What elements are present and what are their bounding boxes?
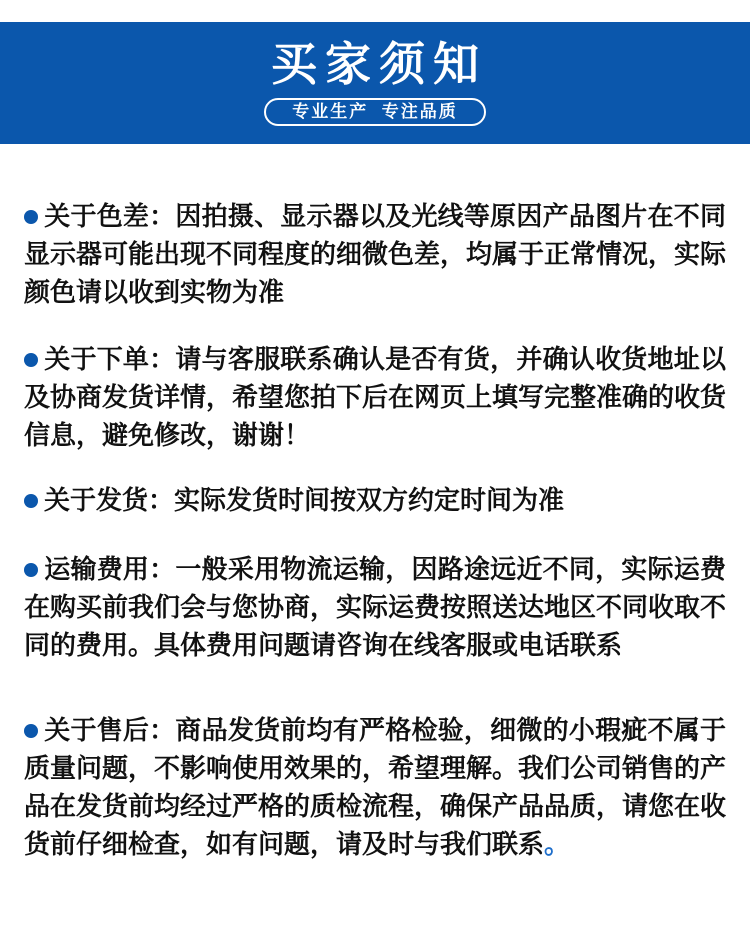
- bullet-icon: [24, 563, 38, 577]
- notice-heading: 关于发货：: [44, 485, 175, 515]
- notice-heading: 关于下单：: [44, 344, 176, 374]
- notice-item-shipping-time: [24, 481, 726, 519]
- notice-item-after-sales: [24, 711, 726, 863]
- notice-body: 因拍摄、显示器以及光线等原因产品图片在不同显示器可能出现不同程度的细微色差，均属于正常情况，实际颜色请以收到实物为准: [24, 201, 727, 307]
- page-title: 买家须知: [271, 38, 487, 91]
- notice-heading: 关于色差：: [44, 201, 176, 231]
- notice-item-ordering: [24, 340, 726, 454]
- bullet-icon: [24, 210, 38, 224]
- notice-body: 商品发货前均有严格检验，细微的小瑕疵不属于质量问题，不影响使用效果的，希望理解。我们公司销售的产品在发货前均经过严格的质检流程，确保产品品质，请您在收货前仔细检查，如有问题，请及时与我们联系: [24, 715, 727, 859]
- notice-heading: 运输费用：: [44, 554, 176, 584]
- tagline-text: 专业生产 专注品质: [292, 102, 458, 122]
- notice-heading: 关于售后：: [44, 715, 176, 745]
- notices-list: [0, 197, 750, 863]
- notice-item-color-difference: [24, 197, 726, 311]
- notice-body: 实际发货时间按双方约定时间为准: [174, 485, 565, 515]
- notice-body: 一般采用物流运输，因路途远近不同，实际运费在购买前我们会与您协商，实际运费按照送达地区不同收取不同的费用。具体费用问题请咨询在线客服或电话联系: [24, 554, 727, 660]
- notice-period: 。: [544, 829, 571, 859]
- bullet-icon: [24, 353, 38, 367]
- bullet-icon: [24, 494, 38, 508]
- notice-body: 请与客服联系确认是否有货，并确认收货地址以及协商发货详情，希望您拍下后在网页上填写完整准确的收货信息，避免修改，谢谢！: [24, 344, 727, 450]
- header-banner: [0, 22, 750, 144]
- tagline-pill: [264, 98, 485, 126]
- notice-item-freight-cost: [24, 550, 726, 664]
- bullet-icon: [24, 724, 38, 738]
